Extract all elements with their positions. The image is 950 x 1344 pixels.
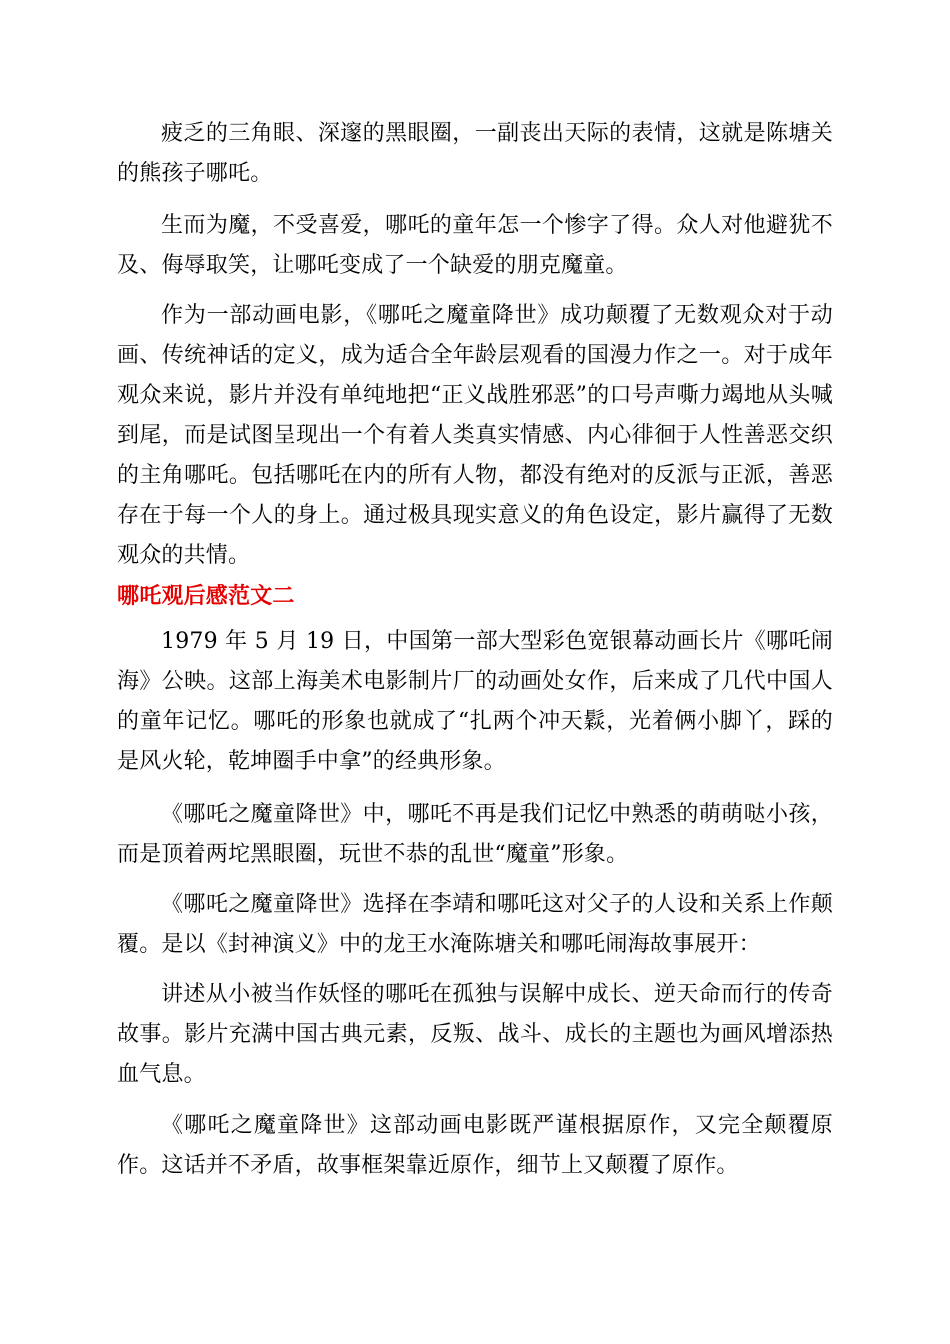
paragraph: 讲述从小被当作妖怪的哪吒在孤独与误解中成长、逆天命而行的传奇故事。影片充满中国古典元素，反叛、战斗、成长的主题也为画风增添热血气息。 bbox=[117, 982, 833, 1087]
paragraph: 疲乏的三角眼、深邃的黑眼圈，一副丧出天际的表情，这就是陈塘关的熊孩子哪吒。 bbox=[117, 121, 833, 186]
paragraph: 《哪吒之魔童降世》选择在李靖和哪吒这对父子的人设和关系上作颠覆。是以《封神演义》中的龙王水淹陈塘关和哪吒闹海故事展开： bbox=[117, 892, 833, 957]
paragraph: 1979 年 5 月 19 日，中国第一部大型彩色宽银幕动画长片《哪吒闹海》公映。这部上海美术电影制片厂的动画处女作，后来成了几代中国人的童年记忆。哪吒的形象也就成了“扎两个冲天鬏，光着俩小脚丫，踩的是风火轮，乾坤圈手中拿”的经典形象。 bbox=[117, 629, 833, 774]
section-heading: 哪吒观后感范文二 bbox=[117, 584, 295, 609]
paragraph: 生而为魔，不受喜爱，哪吒的童年怎一个惨字了得。众人对他避犹不及、侮辱取笑，让哪吒变成了一个缺爱的朋克魔童。 bbox=[117, 213, 833, 278]
paragraph: 《哪吒之魔童降世》这部动画电影既严谨根据原作，又完全颠覆原作。这话并不矛盾，故事框架靠近原作，细节上又颠覆了原作。 bbox=[117, 1113, 833, 1178]
paragraph: 《哪吒之魔童降世》中，哪吒不再是我们记忆中熟悉的萌萌哒小孩，而是顶着两坨黑眼圈，玩世不恭的乱世“魔童”形象。 bbox=[117, 802, 833, 867]
document-page bbox=[117, 0, 833, 1344]
paragraph: 作为一部动画电影，《哪吒之魔童降世》成功颠覆了无数观众对于动画、传统神话的定义，成为适合全年龄层观看的国漫力作之一。对于成年观众来说，影片并没有单纯地把“正义战胜邪恶”的口号声嘶力竭地从头喊到尾，而是试图呈现出一个有着人类真实情感、内心徘徊于人性善恶交织的主角哪吒。包括哪吒在内的所有人物，都没有绝对的反派与正派，善恶存在于每一个人的身上。通过极具现实意义的角色设定，影片赢得了无数观众的共情。 bbox=[117, 303, 833, 568]
